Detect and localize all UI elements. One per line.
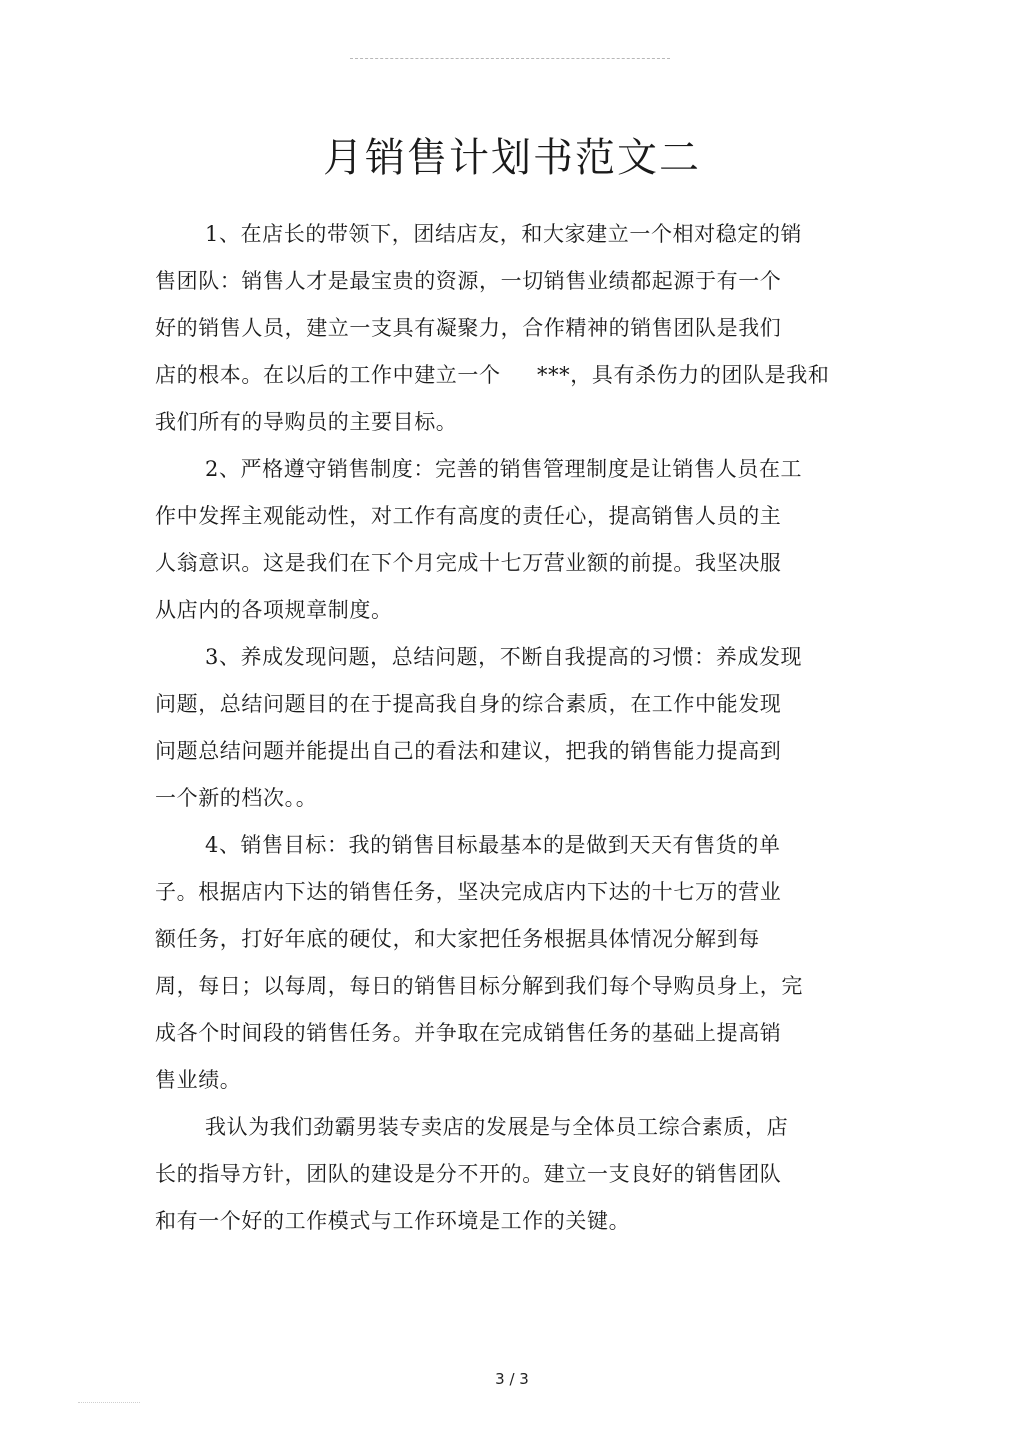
document-title: 月销售计划书范文二	[323, 135, 701, 181]
paragraph-1-line-3: 好的销售人员，建立一支具有凝聚力，合作精神的销售团队是我们	[155, 316, 782, 340]
paragraph-4-line-1: 4、销售目标：我的销售目标最基本的是做到天天有售货的单	[205, 833, 781, 857]
paragraph-4-line-3: 额任务，打好年底的硬仗，和大家把任务根据具体情况分解到每	[155, 927, 760, 951]
paragraph-2-line-4: 从店内的各项规章制度。	[155, 598, 393, 622]
page-number: 3 / 3	[495, 1370, 529, 1388]
paragraph-3-line-1: 3、养成发现问题，总结问题，不断自我提高的习惯：养成发现	[205, 645, 803, 669]
paragraph-5-line-3: 和有一个好的工作模式与工作环境是工作的关键。	[155, 1209, 631, 1233]
paragraph-2-line-1: 2、严格遵守销售制度：完善的销售管理制度是让销售人员在工	[205, 457, 803, 481]
paragraph-4-line-2: 子。根据店内下达的销售任务，坚决完成店内下达的十七万的营业	[155, 880, 782, 904]
paragraph-4-line-5: 成各个时间段的销售任务。并争取在完成销售任务的基础上提高销	[155, 1021, 782, 1045]
header-rule	[350, 58, 670, 59]
paragraph-1-line-1: 1、在店长的带领下，团结店友，和大家建立一个相对稳定的销	[205, 222, 803, 246]
paragraph-3-line-3: 问题总结问题并能提出自己的看法和建议，把我的销售能力提高到	[155, 739, 782, 763]
paragraph-2-line-2: 作中发挥主观能动性，对工作有高度的责任心，提高销售人员的主	[155, 504, 782, 528]
paragraph-1-line-4: 店的根本。在以后的工作中建立一个 ***，具有杀伤力的团队是我和	[155, 363, 830, 387]
paragraph-3-line-4: 一个新的档次。。	[155, 786, 318, 810]
paragraph-1-line-2: 售团队：销售人才是最宝贵的资源，一切销售业绩都起源于有一个	[155, 269, 782, 293]
paragraph-4-line-6: 售业绩。	[155, 1068, 242, 1092]
paragraph-4-line-4: 周，每日；以每周，每日的销售目标分解到我们每个导购员身上，完	[155, 974, 803, 998]
paragraph-5-line-1: 我认为我们劲霸男装专卖店的发展是与全体员工综合素质，店	[205, 1115, 789, 1139]
footer-rule	[78, 1402, 140, 1403]
paragraph-3-line-2: 问题，总结问题目的在于提高我自身的综合素质，在工作中能发现	[155, 692, 782, 716]
paragraph-1-line-5: 我们所有的导购员的主要目标。	[155, 410, 458, 434]
paragraph-2-line-3: 人翁意识。这是我们在下个月完成十七万营业额的前提。我坚决服	[155, 551, 782, 575]
paragraph-5-line-2: 长的指导方针，团队的建设是分不开的。建立一支良好的销售团队	[155, 1162, 782, 1186]
